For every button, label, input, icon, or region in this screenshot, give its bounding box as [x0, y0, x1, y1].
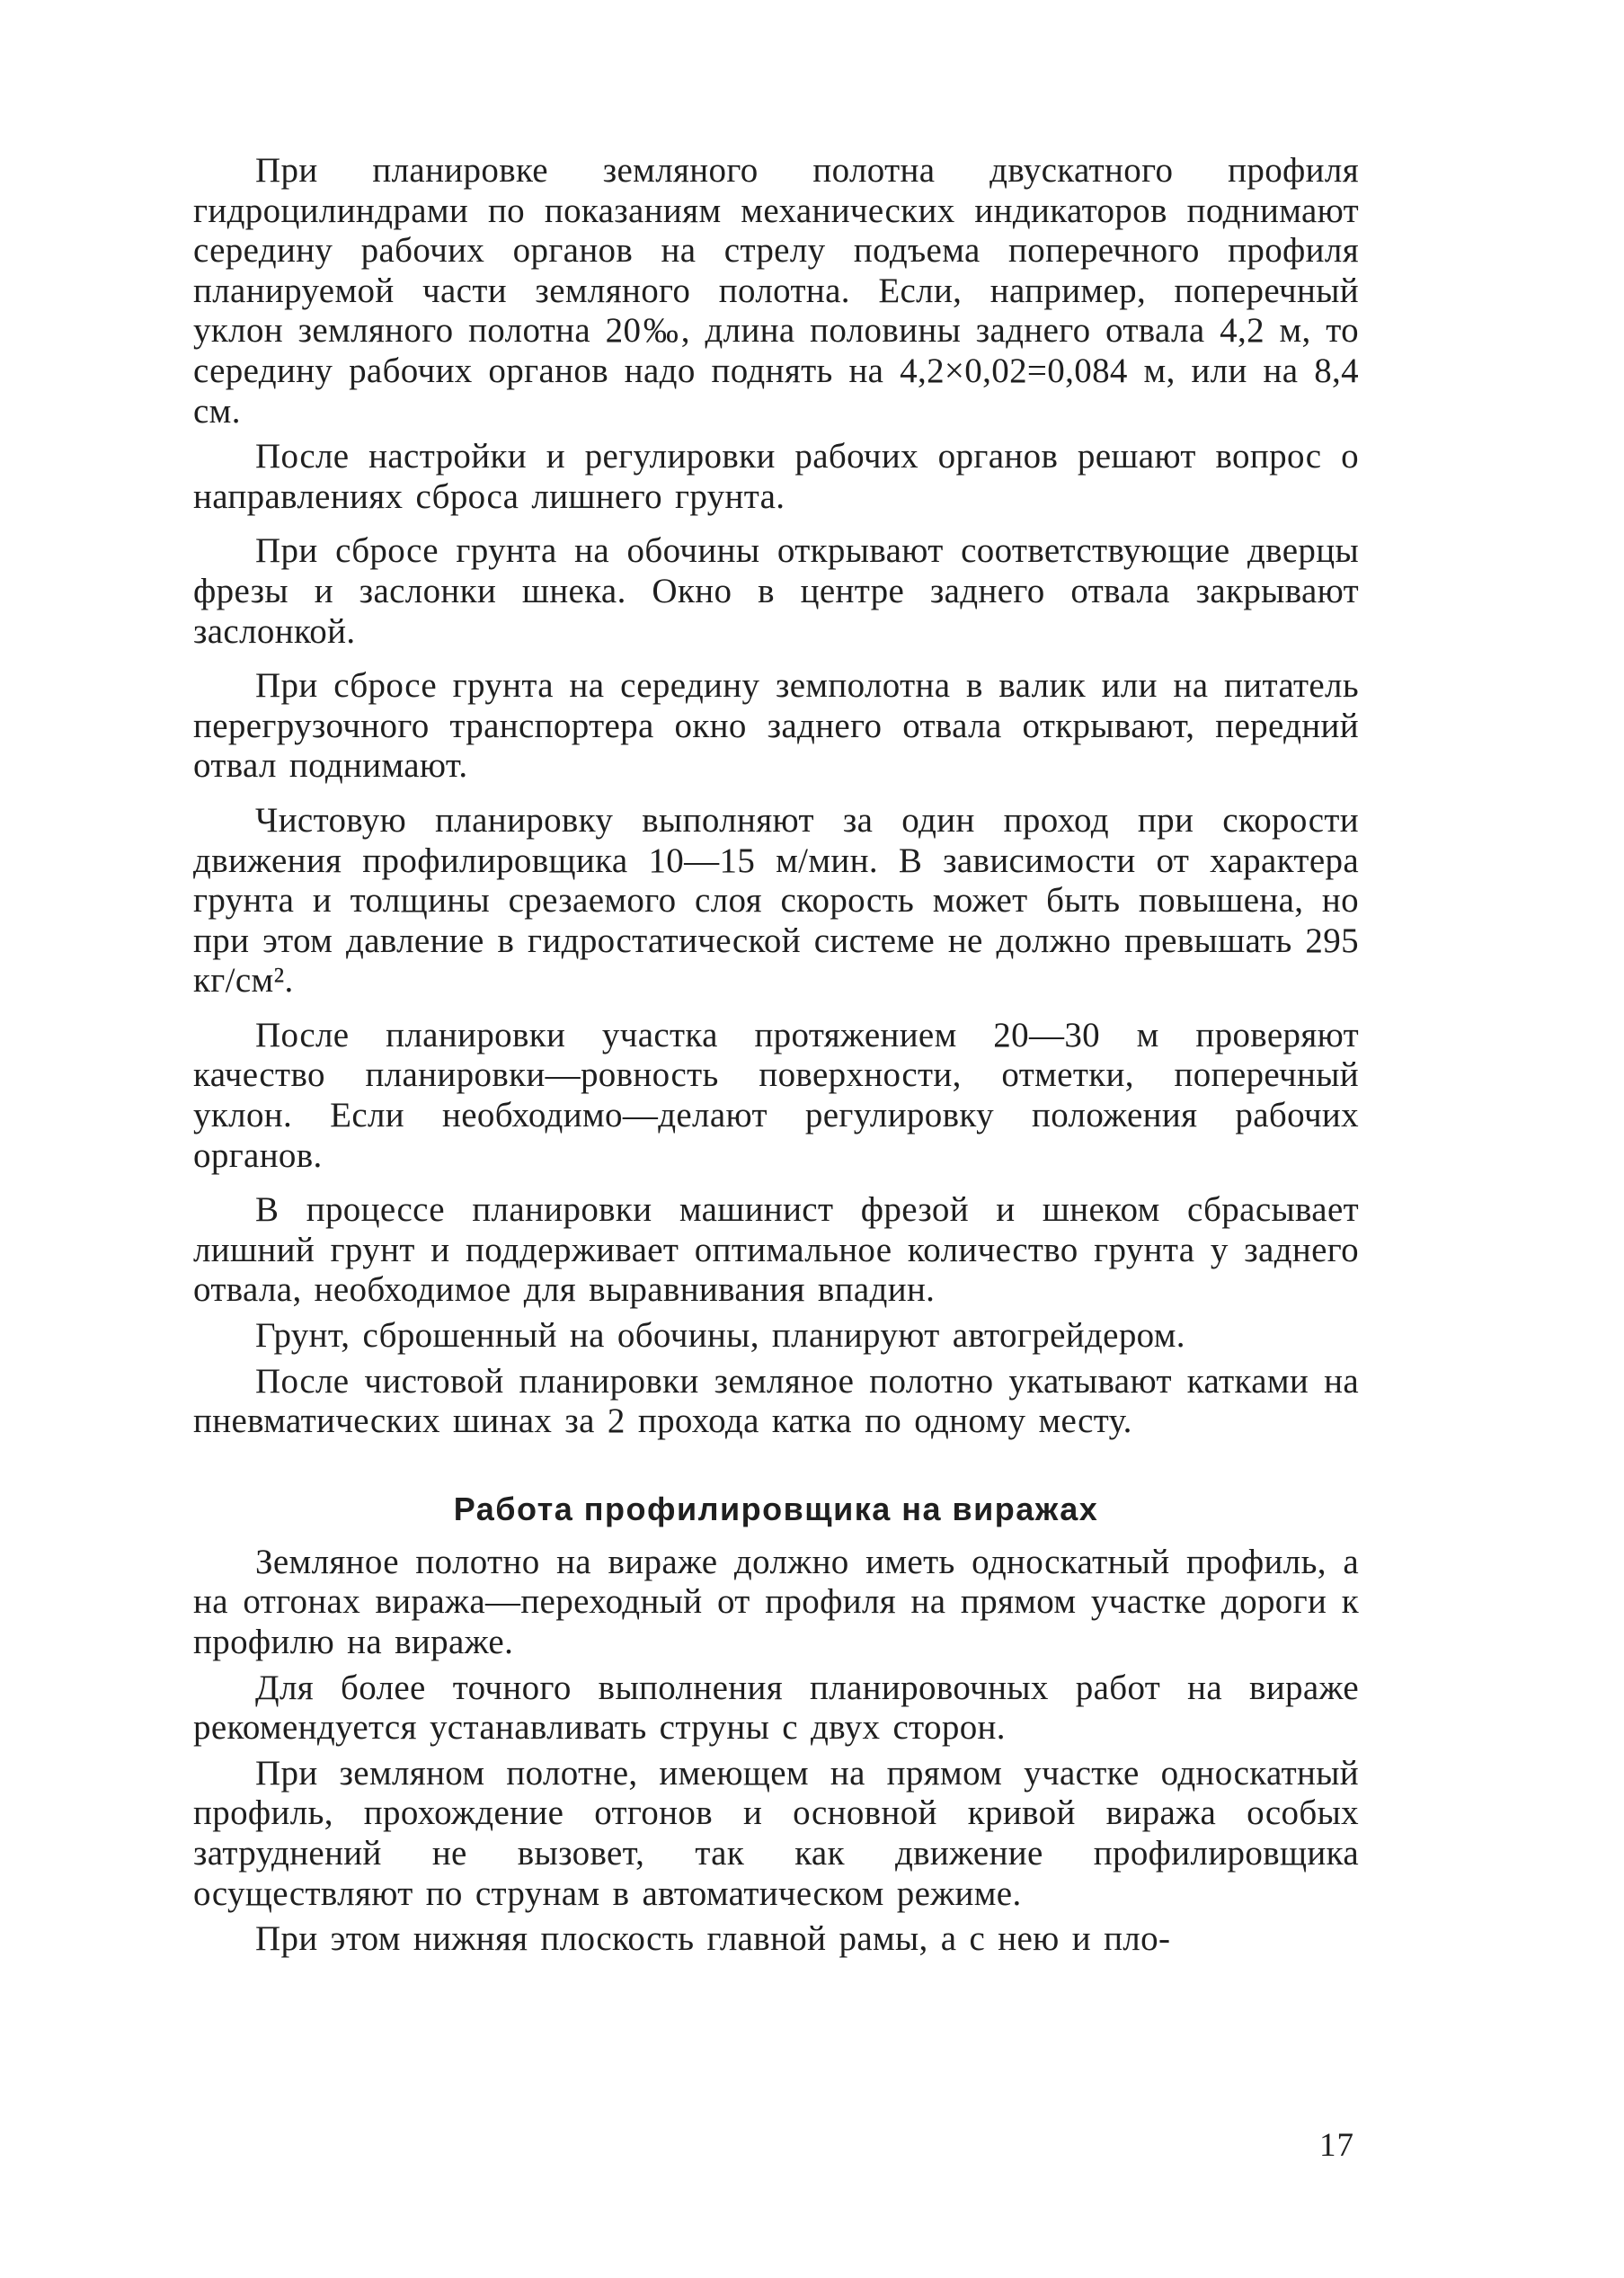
paragraph: Земляное полотно на вираже должно иметь односкатный профиль, а на отгонах виража—переходный от профиля на прямом участке дороги к профилю на вираже.: [193, 1542, 1359, 1661]
paragraph: После чистовой планировки земляное полотно укатывают катками на пневматических шинах за 2 прохода катка по одному месту.: [193, 1361, 1359, 1441]
paragraph: В процессе планировки машинист фрезой и шнеком сбрасывает лишний грунт и поддерживает оптимальное количество грунта у заднего отвала, необходимое для выравнивания впадин.: [193, 1190, 1359, 1310]
paragraph: При земляном полотне, имеющем на прямом участке односкатный профиль, прохождение отгонов и основной кривой виража особых затруднений не вызовет, так как движение профилировщика осуществляют по струнам в автоматическом режиме.: [193, 1753, 1359, 1913]
paragraph: После настройки и регулировки рабочих органов решают вопрос о направлениях сброса лишнего грунта.: [193, 437, 1359, 516]
paragraph: При этом нижняя плоскость главной рамы, а с нею и пло-: [255, 1919, 1171, 1959]
paragraph: При планировке земляного полотна двускатного профиля гидроцилиндрами по показаниям механических индикаторов поднимают середину рабочих органов на стрелу подъема поперечного профиля планируемой части земляного полотна. Если, например, поперечный уклон земляного полотна 20‰, длина половины заднего отвала 4,2 м, то середину рабочих органов надо поднять на 4,2×0,02=0,084 м, или на 8,4 см.: [193, 151, 1359, 431]
paragraph: Для более точного выполнения планировочных работ на вираже рекомендуется устанавливать струны с двух сторон.: [193, 1668, 1359, 1748]
paragraph: При сбросе грунта на обочины открывают соответствующие дверцы фрезы и заслонки шнека. Окно в центре заднего отвала закрывают заслонкой.: [193, 531, 1359, 651]
section-title: Работа профилировщика на виражах: [453, 1490, 1099, 1527]
paragraph: При сбросе грунта на середину земполотна в валик или на питатель перегрузочного транспортера окно заднего отвала открывают, передний отвал поднимают.: [193, 666, 1359, 786]
page-body: [193, 151, 1359, 1974]
paragraph: После планировки участка протяжением 20—30 м проверяют качество планировки—ровность поверхности, отметки, поперечный уклон. Если необходимо—делают регулировку положения рабочих органов.: [193, 1015, 1359, 1175]
page-number: 17: [1319, 2127, 1354, 2164]
paragraph: Чистовую планировку выполняют за один проход при скорости движения профилировщика 10—15 м/мин. В зависимости от характера грунта и толщины срезаемого слоя скорость может быть повышена, но при этом давление в гидростатической системе не должно превышать 295 кг/см².: [193, 800, 1359, 1001]
paragraph: Грунт, сброшенный на обочины, планируют автогрейдером.: [255, 1316, 1185, 1356]
